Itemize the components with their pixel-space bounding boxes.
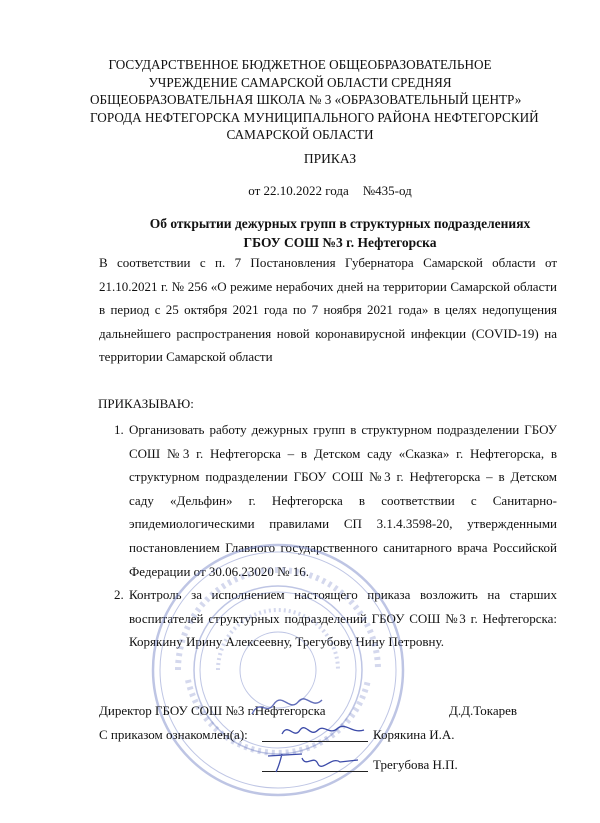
header-line: ОБЩЕОБРАЗОВАТЕЛЬНАЯ ШКОЛА № 3 «ОБРАЗОВАТЕЛЬНЫЙ ЦЕНТР» xyxy=(90,92,522,107)
subject-line: ГБОУ СОШ №3 г. Нефтегорска xyxy=(243,235,437,250)
item-number: 1. xyxy=(114,422,124,437)
org-header xyxy=(90,56,539,144)
item-text: Контроль за исполнением настоящего приказа возложить на старших воспитателей структурных подразделений ГБОУ СОШ №3 г. Нефтегорска: Корякину Ирину Алексеевну, Трегубову Нину Петровну. xyxy=(129,587,557,650)
preamble-paragraph: В соответствии с п. 7 Постановления Губернатора Самарской области от 21.10.2021 г. № 256 «О режиме нерабочих дней на территории Самарской области в период с 25 октября 2021 года по 7 ноября 2021 года» в целях недопущения дальнейшего распространения новой коронавирусной инфекции (COVID-19) на территории Самарской области xyxy=(99,255,557,364)
director-signature-icon xyxy=(246,694,326,720)
item-text: Организовать работу дежурных групп в структурном подразделении ГБОУ СОШ №3 г. Нефтегорска – в Детском саду «Сказка» г. Нефтегорска, в структурном подразделении ГБОУ СОШ №3 г. Нефтегорска – в Детском саду «Дельфин» г. Нефтегорска в соответствии с Санитарно-эпидемиологическими правилами СП 3.1.4.3598-20, утвержденными постановлением Главного государственного санитарного врача Российской Федерации от 30.06.23020 № 16. xyxy=(129,422,557,579)
signature-icon xyxy=(278,718,368,744)
item-number: 2. xyxy=(114,587,124,603)
ack-label: С приказом ознакомлен(а): xyxy=(99,727,248,742)
header-line: САМАРСКОЙ ОБЛАСТИ xyxy=(226,127,374,142)
header-line: УЧРЕЖДЕНИЕ САМАРСКОЙ ОБЛАСТИ СРЕДНЯЯ xyxy=(148,74,452,90)
signature-icon xyxy=(262,748,362,774)
ack-name: Трегубова Н.П. xyxy=(373,757,458,772)
order-date: от 22.10.2022 года xyxy=(248,183,349,198)
subject-line: Об открытии дежурных групп в структурных подразделениях xyxy=(149,216,531,231)
date-line xyxy=(0,183,600,199)
doc-title: ПРИКАЗ xyxy=(303,151,357,166)
order-number: №435-од xyxy=(362,183,412,198)
signatory-title: Директор ГБОУ СОШ №3 г.Нефтегорска xyxy=(99,703,326,718)
order-word: ПРИКАЗЫВАЮ: xyxy=(98,396,194,411)
header-line: ГОСУДАРСТВЕННОЕ БЮДЖЕТНОЕ ОБЩЕОБРАЗОВАТЕЛЬНОЕ xyxy=(108,57,492,72)
ack-name: Корякина И.А. xyxy=(373,727,455,742)
header-line: ГОРОДА НЕФТЕГОРСКА МУНИЦИПАЛЬНОГО РАЙОНА НЕФТЕГОРСКИЙ xyxy=(90,109,539,125)
order-subject xyxy=(100,214,580,252)
signatory-name: Д.Д.Токарев xyxy=(449,703,517,718)
